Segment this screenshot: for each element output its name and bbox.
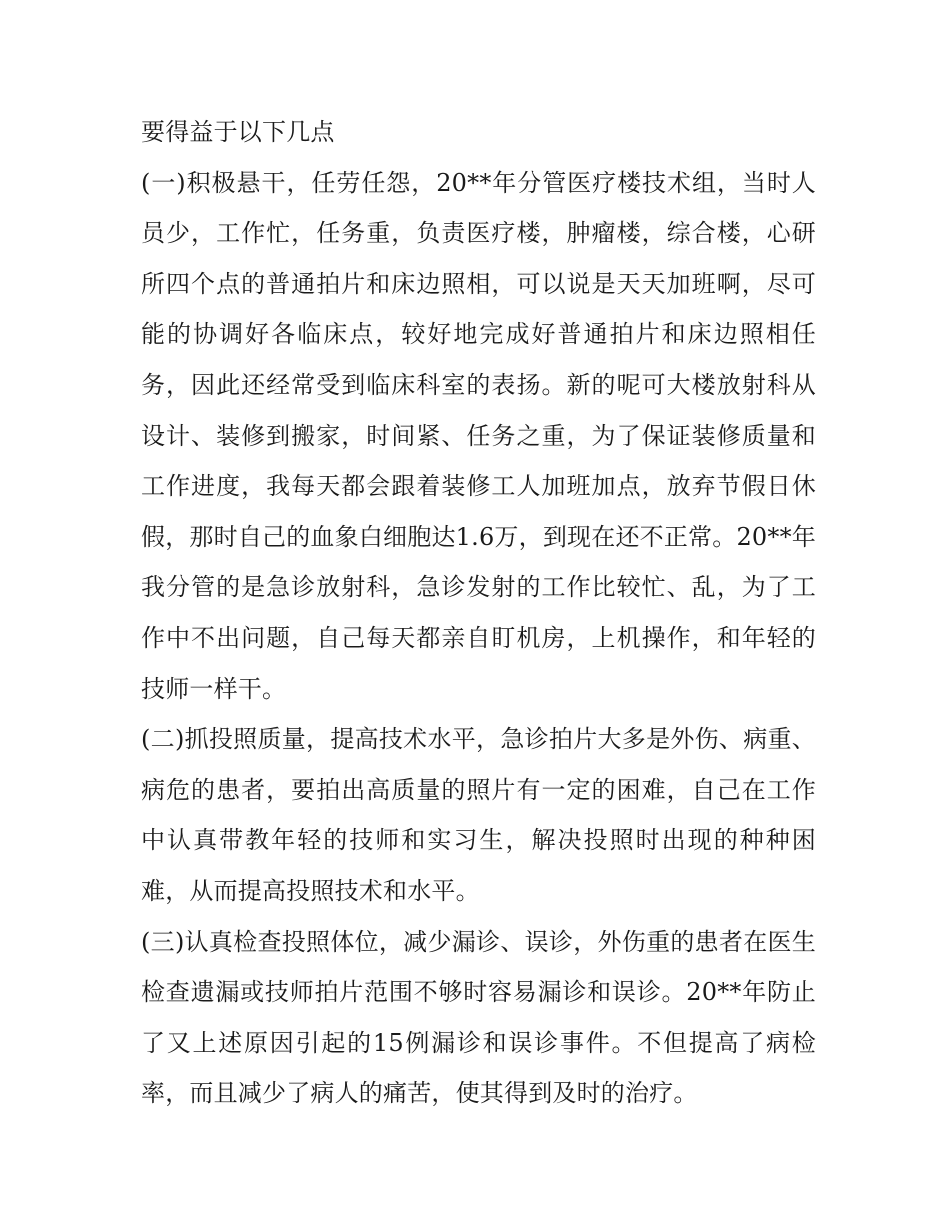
intro-line: 要得益于以下几点 <box>141 118 335 146</box>
document-body <box>141 107 816 1119</box>
paragraph-1: (一)积极悬干，任劳任怨，20**年分管医疗楼技术组，当时人员少，工作忙，任务重，负责医疗楼，肿瘤楼，综合楼，心研所四个点的普通拍片和床边照相，可以说是天天加班啊，尽可能的协调好各临床点，较好地完成好普通拍片和床边照相任务，因此还经常受到临床科室的表扬。新的呢可大楼放射科从设计、装修到搬家，时间紧、任务之重，为了保证装修质量和工作进度，我每天都会跟着装修工人加班加点，放弃节假日休假，那时自己的血象白细胞达1.6万，到现在还不正常。20**年我分管的是急诊放射科，急诊发射的工作比较忙、乱，为了工作中不出问题，自己每天都亲自盯机房，上机操作，和年轻的技师一样干。 <box>141 168 816 703</box>
paragraph-3: (三)认真检查投照体位，减少漏诊、误诊，外伤重的患者在医生检查遗漏或技师拍片范围不够时容易漏诊和误诊。20**年防止了又上述原因引起的15例漏诊和误诊事件。不但提高了病检率，而且减少了病人的痛苦，使其得到及时的治疗。 <box>141 927 816 1108</box>
paragraph-2: (二)抓投照质量，提高技术水平，急诊拍片大多是外伤、病重、病危的患者，要拍出高质量的照片有一定的困难，自己在工作中认真带教年轻的技师和实习生，解决投照时出现的种种困难，从而提高投照技术和水平。 <box>141 725 816 905</box>
